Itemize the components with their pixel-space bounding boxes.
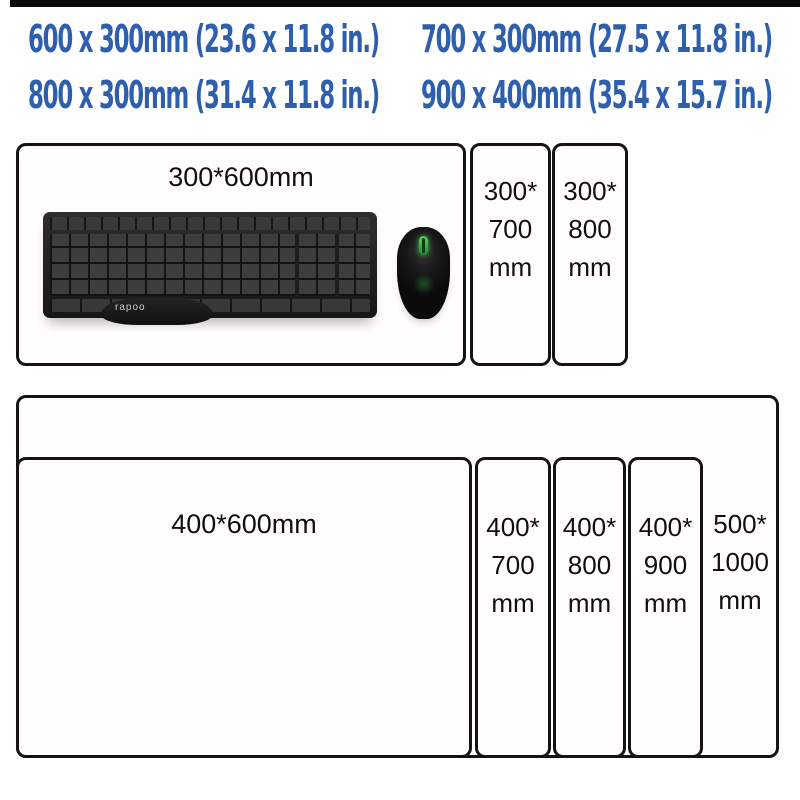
pad-box-300x800 [552, 143, 628, 366]
pad-box-400x800 [553, 457, 626, 758]
pad-box-400x900 [628, 457, 703, 758]
pad-label-line: mm [568, 252, 612, 282]
pad-label-line: 300* [483, 176, 538, 206]
pad-label-line: mm [718, 585, 762, 615]
mouse-logo-glow [413, 273, 435, 295]
pad-label-line: 1000 [711, 547, 769, 577]
keyboard-function-row [50, 217, 370, 230]
top-border-bar [10, 0, 800, 7]
pad-label-300x700 [473, 146, 548, 286]
heading-line-1 [27, 16, 772, 62]
size-text-800x300: 800 x 300mm (31.4 x 11.8 in.) [27, 73, 379, 117]
pad-box-300x600 [16, 143, 466, 366]
pad-label-line: 400* [562, 512, 617, 542]
keyboard-brand-logo: rapoo [115, 302, 146, 313]
heading-line-2 [27, 72, 772, 118]
pad-label-300x600: 300*600mm [168, 162, 314, 192]
pad-area-500x1000 [703, 457, 777, 758]
keyboard-cluster-divider [295, 234, 299, 296]
keyboard-main-keys [50, 234, 370, 296]
pad-label-400x600: 400*600mm [171, 509, 317, 539]
size-text-600x300: 600 x 300mm (23.6 x 11.8 in.) [27, 17, 379, 61]
size-text-700x300: 700 x 300mm (27.5 x 11.8 in.) [421, 17, 772, 61]
pad-label-line: 400* [638, 512, 693, 542]
keyboard-image [43, 212, 377, 318]
pad-label-400x800 [556, 460, 623, 622]
mouse-scroll-wheel [419, 236, 428, 255]
pad-label-line: mm [488, 252, 533, 282]
pad-box-400x600 [16, 457, 472, 758]
pad-box-400x700 [475, 457, 551, 758]
pad-label-line: 800 [568, 214, 612, 244]
keyboard-wrist-rest [101, 298, 213, 325]
pad-label-500x1000 [703, 457, 777, 619]
pad-label-line: 900 [643, 550, 688, 580]
pad-label-line: mm [567, 588, 612, 618]
pad-label-line: 700 [491, 550, 535, 580]
pad-label-line: mm [643, 588, 688, 618]
size-text-900x400: 900 x 400mm (35.4 x 15.7 in.) [421, 73, 772, 117]
pad-label-400x900 [631, 460, 700, 622]
pad-label-line: 400* [486, 512, 540, 542]
pad-box-300x700 [470, 143, 551, 366]
mouse-image [397, 227, 450, 319]
pad-label-line: 500* [713, 509, 767, 539]
pad-label-line: 300* [563, 176, 617, 206]
keyboard-numpad-divider [335, 234, 339, 296]
pad-label-300x800 [555, 146, 625, 286]
pad-label-line: mm [491, 588, 535, 618]
pad-label-400x700 [478, 460, 548, 622]
pad-label-line: 800 [567, 550, 612, 580]
pad-label-line: 700 [488, 214, 533, 244]
